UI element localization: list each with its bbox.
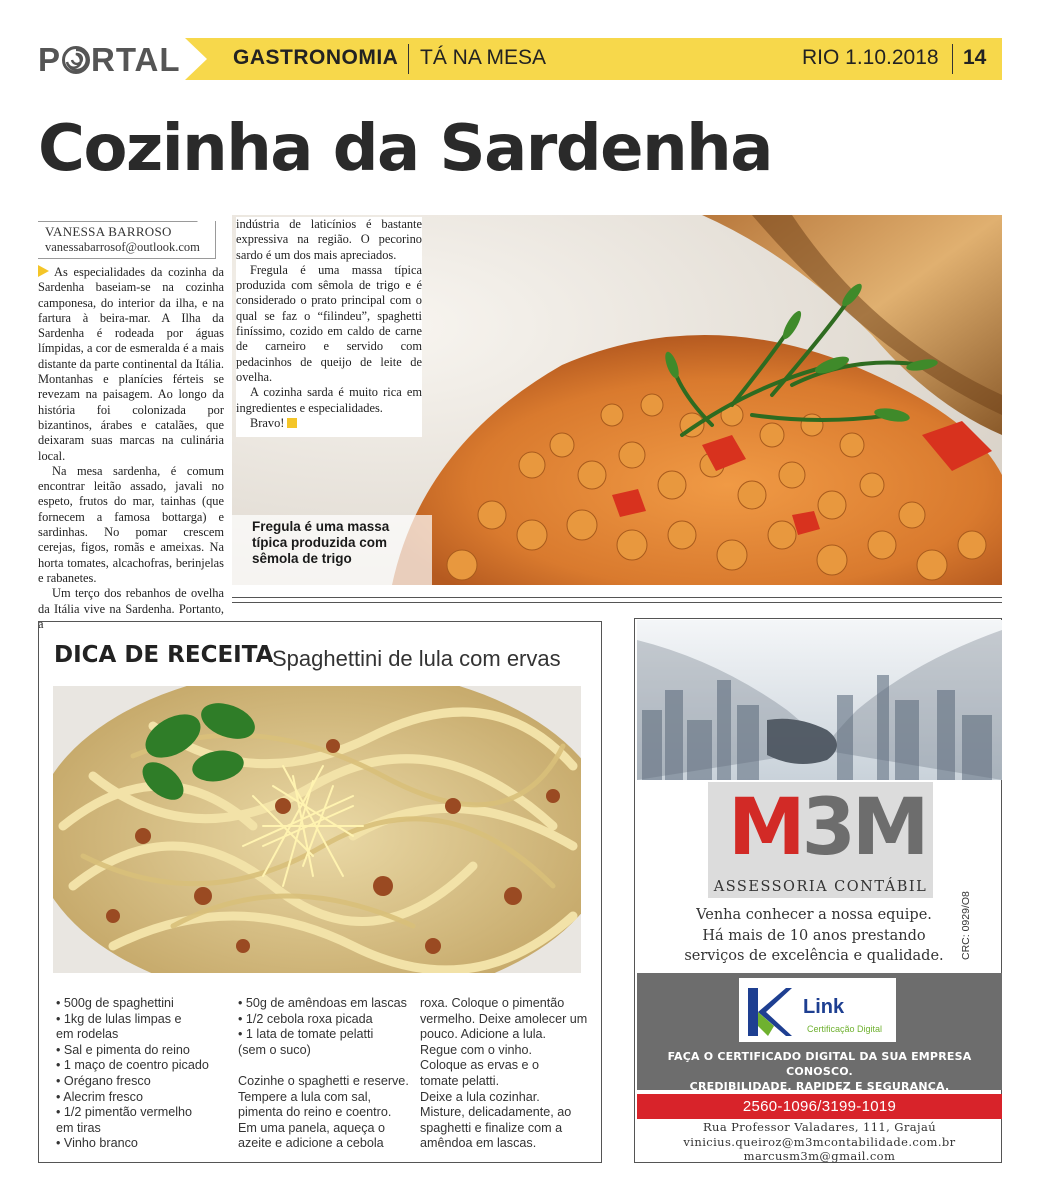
logo-letters-rtal: RTAL: [91, 41, 181, 78]
article-paragraph: Um terço dos rebanhos de ovelha da Itália vive na Sardenha. Portanto, a: [38, 586, 224, 631]
issue-date: RIO 1.10.2018: [802, 46, 939, 69]
ingredient-line: • 1 maço de coentro picado: [56, 1058, 209, 1073]
pitch-line: Venha conhecer a nossa equipe.: [696, 907, 932, 923]
section-name: GASTRONOMIA: [233, 46, 399, 69]
link-k-logo-icon: [744, 986, 794, 1038]
ingredient-line: • 50g de amêndoas em lascas: [238, 996, 407, 1010]
method-line: Coloque as ervas e o: [420, 1058, 540, 1073]
method-line: Cozinhe o spaghetti e reserve.: [238, 1073, 409, 1088]
method-line: tomate pelatti.: [420, 1073, 500, 1088]
m3m-logo: [728, 783, 926, 873]
section-divider: [232, 597, 1002, 598]
column-name: TÁ NA MESA: [420, 46, 547, 69]
logo-letter: M: [728, 783, 802, 873]
page-number: 14: [963, 46, 987, 69]
ingredient-line: em rodelas: [56, 1027, 119, 1042]
article-column-1: [38, 265, 224, 632]
crc-registration: CRC: 0929/O8: [960, 891, 972, 960]
method-line: vermelho. Deixe amolecer um: [420, 1011, 588, 1026]
ad-email: vinicius.queiroz@m3mcontabilidade.com.br: [683, 1134, 956, 1149]
article-paragraph: Na mesa sardenha, é comum encontrar leitão assado, javali no espeto, frutos do mar, tainhas (que fornecem a famosa bottarga) e sardinhas. No pomar crescem cerejas, figos, romãs e ameixas. Na horta tomates, alcachofras, berinjelas e rabanetes.: [38, 463, 224, 585]
ingredient-line: • 1kg de lulas limpas e: [56, 1011, 182, 1026]
ad-tagline: ASSESSORIA CONTÁBIL: [708, 876, 933, 898]
logo-letter: M: [851, 783, 926, 873]
author-email: vanessabarrosof@outlook.com: [45, 240, 200, 254]
ingredient-line: • Sal e pimenta do reino: [56, 1042, 190, 1057]
author-name: VANESSA BARROSO: [45, 224, 172, 239]
article-paragraph: indústria de laticínios é bastante expressiva na região. O pecorino sardo é um dos mais apreciados.: [236, 217, 422, 262]
ingredient-line: • 1 lata de tomate pelatti: [238, 1027, 374, 1042]
ingredients-column-2: [238, 996, 413, 1152]
paragraph-gap: [238, 1058, 413, 1074]
cta-line: CREDIBILIDADE, RAPIDEZ E SEGURANÇA.: [689, 1080, 950, 1093]
method-line: azeite e adicione a cebola: [238, 1136, 384, 1151]
banner-arrow-icon: [185, 38, 207, 80]
method-line: amêndoa em lascas.: [420, 1136, 537, 1151]
method-line: Deixe a lula cozinhar.: [420, 1089, 540, 1104]
handshake-city-photo: [637, 620, 1002, 780]
square-end-marker-icon: [287, 418, 297, 428]
pitch-line: Há mais de 10 anos prestando: [702, 927, 926, 944]
triangle-marker-icon: [38, 265, 49, 277]
ingredient-line: em tiras: [56, 1120, 101, 1135]
method-line: pouco. Adicione a lula.: [420, 1027, 547, 1042]
ad-call-to-action: [637, 1049, 1002, 1094]
ad-phone: 2560-1096/3199-1019: [637, 1094, 1002, 1119]
article-paragraph: A cozinha sarda é muito rica em ingredientes e especialidades.: [236, 385, 422, 415]
cta-line: FAÇA O CERTIFICADO DIGITAL DA SUA EMPRESA CONOSCO.: [667, 1050, 972, 1078]
article-column-2: [236, 217, 422, 437]
method-line: Regue com o vinho.: [420, 1042, 533, 1057]
logo-letter-p: P: [38, 41, 62, 78]
ingredient-line: • 500g de spaghettini: [56, 996, 174, 1010]
spaghettini-photo: [53, 686, 581, 973]
ad-contact: [637, 1120, 1002, 1164]
signoff-text: Bravo!: [250, 415, 285, 430]
method-column: [420, 996, 592, 1152]
section-divider: [232, 602, 1002, 603]
partner-subtitle: Certificação Digital: [807, 1024, 883, 1034]
ingredient-line: • Alecrim fresco: [56, 1089, 143, 1104]
ad-address: Rua Professor Valadares, 111, Grajaú: [702, 1120, 937, 1134]
swirl-logo-icon: [62, 46, 90, 74]
method-line: Em uma panela, aqueça o: [238, 1120, 386, 1135]
byline-corner: [197, 221, 215, 239]
ingredient-line: • 1/2 pimentão vermelho: [56, 1105, 193, 1120]
photo-caption: Fregula é uma massa típica produzida com sêmola de trigo: [252, 519, 390, 566]
recipe-title: Spaghettini de lula com ervas: [272, 646, 561, 671]
pitch-line: serviços de excelência e qualidade.: [684, 948, 944, 964]
article-paragraph: [38, 265, 224, 464]
ingredient-line: • Vinho branco: [56, 1136, 138, 1151]
method-line: Tempere a lula com sal,: [238, 1089, 371, 1104]
partner-name: Link: [803, 996, 845, 1018]
method-line: pimenta do reino e coentro.: [238, 1105, 392, 1120]
article-paragraph: Fregula é uma massa típica produzida com sêmola de trigo e é considerado o prato principal com o qual se faz o “filindeu”, spaghetti finíssimo, cozido em caldo de carne de carneiro e servido com pedacinhos de queijo de leite de ovelha.: [236, 262, 422, 384]
ingredient-line: • Orégano fresco: [56, 1073, 151, 1088]
portal-logo: [38, 40, 181, 80]
ingredient-line: (sem o suco): [238, 1042, 311, 1057]
ingredients-column-1: [56, 996, 232, 1152]
method-line: Misture, delicadamente, ao: [420, 1105, 572, 1120]
header-divider: [408, 44, 409, 74]
article-paragraph: [236, 416, 422, 431]
recipe-label: DICA DE RECEITA: [54, 642, 274, 668]
headline: Cozinha da Sardenha: [38, 112, 772, 186]
ingredient-line: • 1/2 cebola roxa picada: [238, 1011, 373, 1026]
logo-letter: 3: [801, 783, 852, 873]
ad-pitch: [650, 905, 978, 967]
ad-email: marcusm3m@gmail.com: [743, 1149, 896, 1164]
method-line: roxa. Coloque o pimentão: [420, 996, 565, 1010]
method-line: spaghetti e finalize com a: [420, 1120, 563, 1135]
paragraph-text: As especialidades da cozinha da Sardenha baseiam-se na cozinha camponesa, do interior da ilha, e na fartura à beira-mar. A Ilha da Sardenha é rodeada por águas límpidas, a cor de esmeralda é a mais distante da parte continental da Itália. Montanhas e planícies férteis se revezam na paisagem. Ao longo da história foi colonizada por bizantinos, árabes e catalães, que deixaram suas marcas na culinária local.: [38, 265, 224, 463]
header-divider: [952, 44, 953, 74]
